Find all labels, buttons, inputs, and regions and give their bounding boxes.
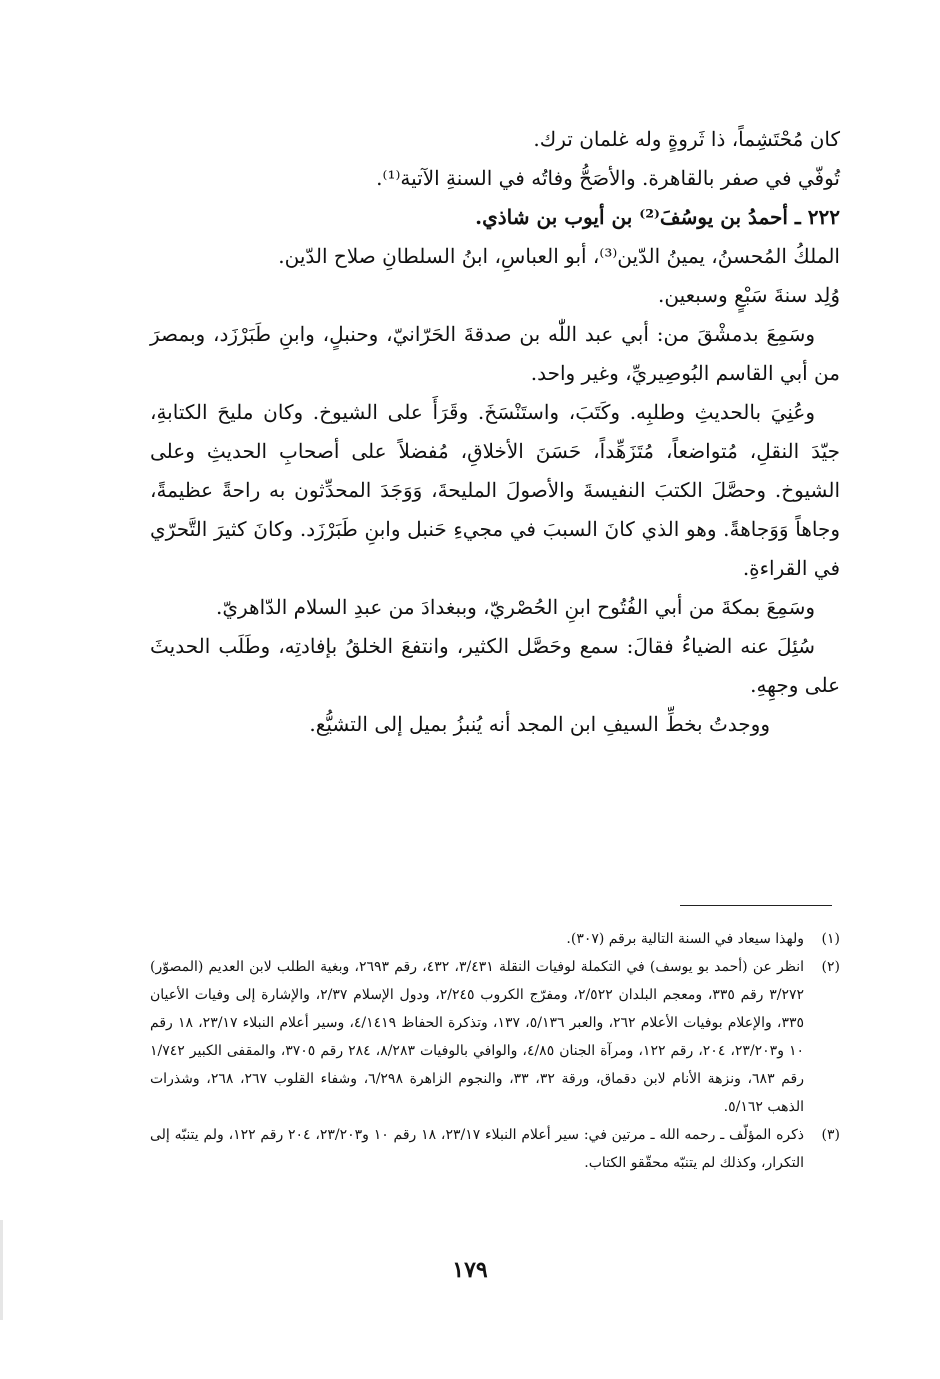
footnote-text: ولهذا سيعاد في السنة التالية برقم (٣٠٧).: [566, 931, 804, 947]
paragraph-2: تُوفّي في صفر بالقاهرة. والأصَحُّ وفاتُه في السنةِ الآتية⁽¹⁾.: [376, 166, 840, 190]
footnote-text: انظر عن (أحمد بو يوسف) في التكملة لوفيات النقلة ٣/٤٣١، ٤٣٢، رقم ٢٦٩٣، وبغية الطلب لابن العديم (المصوّر) ٣/٢٧٢ رقم ٣٣٥، ومعجم البلدان ٢/٥٢٢، ومفرّج الكروب ٢/٢٤٥، ودول الإسلام ٢/٣٧، والإشارة إلى وفيات الأعيان ٣٣٥، والإعلام بوفيات الأعلام ٢٦٢، والعبر ٥/١٣٦، ١٣٧، وتذكرة الحفاظ ٤/١٤١٩، وسير أعلام النبلاء ٢٣/١٧، ١٨ رقم ١٠ و٢٣/٢٠٣، ٢٠٤، رقم ١٢٢، ومرآة الجنان ٤/٨٥، والوافي بالوفيات ٨/٢٨٣، ٢٨٤ رقم ٣٧٠٥، والمقفى الكبير ١/٧٤٢ رقم ٦٨٣، ونزهة الأنام لابن دقماق، ورقة ٣٢، ٣٣، والنجوم الزاهرة ٦/٢٩٨، وشفاء القلوب ٢٦٧، ٢٦٨، وشذرات الذهب ٥/١٦٢.: [150, 959, 805, 1115]
paragraph-5: وُلِد سنةَ سَبْعٍ وسبعين.: [658, 283, 840, 307]
page-number: ١٧٩: [452, 1257, 488, 1283]
entry-heading: ٢٢٢ ـ أحمدُ بن يوسُفَ⁽²⁾ بن أيوب بن شاذي.: [475, 205, 840, 229]
footnote-1: [150, 925, 840, 953]
paragraph-1: كان مُحْتَشِماً، ذا ثَروةٍ وله غلمان ترك.: [533, 127, 840, 151]
footnote-divider: [680, 905, 832, 906]
paragraph-7: وعُنِيَ بالحديثِ وطلبِه. وكَتَبَ، واستَنْسَخَ. وقَرَأَ على الشيوخ. وكان مليحَ الكتابةِ، جيّدَ النقلِ، مُتواضعاً، مُتَزَهِّداً، حَسَنَ الأخلاقِ، مُفضلاً على أصحابِ الحديثِ وعلى الشيوخ. وحصَّلَ الكتبَ النفيسةَ والأصولَ المليحةَ، وَوَجَدَ المحدِّثون به راحةً عظيمةً، وجاهاً وَوَجاهةً. وهو الذي كانَ السببَ في مجيءِ حَنبل وابنِ طَبَرْزَد. وكانَ كثيرَ التَّحرّي في القراءةِ.: [150, 400, 840, 580]
paragraph-6: وسَمِعَ بدمشْقَ من: أبي عبد اللّٰه بن صدقةَ الحَرّانيّ، وحنبلٍ، وابنِ طَبَرْزَد، وبمصرَ من أبي القاسم البُوصِيريِّ، وغير واحد.: [150, 322, 840, 385]
paragraph-10: ووجدتُ بخطِّ السيفِ ابن المجد أنه يُنبزُ بميل إلى التشيُّع.: [309, 712, 770, 736]
footnotes: [150, 925, 840, 1177]
footnote-3: [150, 1121, 840, 1177]
paragraph-8: وسَمِعَ بمكةَ من أبي الفُتُوح ابنِ الحُصْريّ، وببغدادَ من عبدِ السلام الدّاهريّ.: [215, 595, 815, 619]
paragraph-9: سُئِلَ عنه الضياءُ فقالَ: سمع وحَصَّل الكثير، وانتفعَ الخلقُ بإفادتِه، وطَلَب الحديثَ على وجهِهِ.: [150, 634, 840, 697]
footnote-marker: (٣): [821, 1127, 840, 1143]
footnote-marker: (١): [821, 931, 840, 947]
footnote-marker: (٢): [821, 959, 840, 975]
main-text: [150, 120, 840, 744]
paragraph-4: الملكُ المُحسنُ، يمينُ الدّين⁽³⁾، أبو العباسِ، ابنُ السلطانِ صلاح الدّين.: [278, 244, 840, 268]
page-edge-shadow: [0, 1220, 3, 1320]
footnote-2: [150, 953, 840, 1121]
footnote-text: ذكره المؤلّف ـ رحمه الله ـ مرتين في: سير أعلام النبلاء ٢٣/١٧، ١٨ رقم ١٠ و٢٣/٢٠٣، ٢٠٤ رقم ١٢٢، ولم يتنبّه إلى التكرار، وكذلك لم يتنبّه محقّقو الكتاب.: [150, 1127, 805, 1171]
